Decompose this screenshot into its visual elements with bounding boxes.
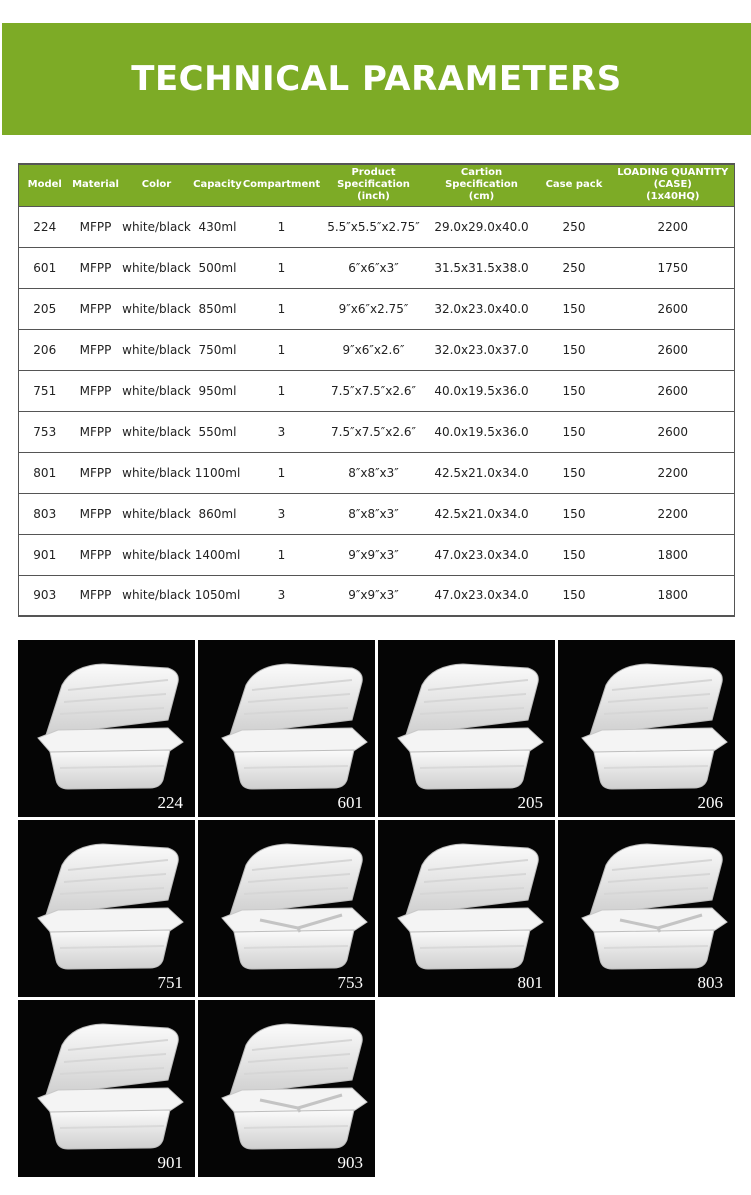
cell-loading-quantity: 2600 (612, 370, 735, 411)
header-case-pack: Case pack (545, 179, 603, 191)
cell-case-pack: 150 (537, 288, 612, 329)
cell-material: MFPP (71, 329, 121, 370)
product-model-label: 205 (517, 793, 543, 812)
cell-capacity: 850ml (193, 288, 243, 329)
cell-case-pack: 150 (537, 370, 612, 411)
product-model-label: 901 (157, 1153, 183, 1172)
cell-product-spec: 8″x8″x3″ (321, 452, 427, 493)
product-photo-901 (18, 1000, 195, 1177)
product-photo-753 (198, 820, 375, 997)
cell-capacity: 1400ml (193, 534, 243, 575)
cell-carton-spec: 40.0x19.5x36.0 (427, 411, 537, 452)
cell-case-pack: 150 (537, 493, 612, 534)
cell-color: white/black (121, 288, 193, 329)
product-gallery (18, 640, 734, 1180)
cell-material: MFPP (71, 370, 121, 411)
cell-model: 753 (19, 411, 71, 452)
cell-model: 206 (19, 329, 71, 370)
product-model-label: 903 (337, 1153, 363, 1172)
cell-material: MFPP (71, 288, 121, 329)
page-title: TECHNICAL PARAMETERS (131, 59, 622, 99)
cell-loading-quantity: 1750 (612, 247, 735, 288)
header-model: Model (27, 179, 62, 191)
product-model-label: 751 (157, 973, 183, 992)
product-photo-801 (378, 820, 555, 997)
cell-compartment: 1 (243, 329, 321, 370)
cell-loading-quantity: 2600 (612, 329, 735, 370)
product-photo-224 (18, 640, 195, 817)
cell-capacity: 950ml (193, 370, 243, 411)
cell-loading-quantity: 2200 (612, 206, 735, 247)
product-model-label: 206 (697, 793, 723, 812)
product-model-label: 803 (697, 973, 723, 992)
cell-product-spec: 8″x8″x3″ (321, 493, 427, 534)
clamshell-container-image (18, 640, 195, 817)
cell-capacity: 500ml (193, 247, 243, 288)
table-row (19, 329, 735, 370)
product-photo-903 (198, 1000, 375, 1177)
cell-product-spec: 9″x6″x2.75″ (321, 288, 427, 329)
cell-compartment: 1 (243, 534, 321, 575)
table-row (19, 534, 735, 575)
table-row (19, 575, 735, 616)
title-banner (2, 23, 751, 135)
product-model-label: 801 (517, 973, 543, 992)
cell-model: 903 (19, 575, 71, 616)
table-row (19, 247, 735, 288)
cell-case-pack: 150 (537, 411, 612, 452)
cell-carton-spec: 47.0x23.0x34.0 (427, 575, 537, 616)
cell-model: 901 (19, 534, 71, 575)
clamshell-container-image (378, 820, 555, 997)
product-photo-601 (198, 640, 375, 817)
cell-product-spec: 7.5″x7.5″x2.6″ (321, 370, 427, 411)
cell-loading-quantity: 2600 (612, 411, 735, 452)
clamshell-container-image (198, 640, 375, 817)
table-row (19, 370, 735, 411)
cell-product-spec: 5.5″x5.5″x2.75″ (321, 206, 427, 247)
cell-color: white/black (121, 452, 193, 493)
clamshell-container-image (18, 1000, 195, 1177)
table-row (19, 411, 735, 452)
table-row (19, 452, 735, 493)
cell-product-spec: 9″x9″x3″ (321, 575, 427, 616)
product-photo-803 (558, 820, 735, 997)
cell-model: 601 (19, 247, 71, 288)
cell-carton-spec: 40.0x19.5x36.0 (427, 370, 537, 411)
cell-model: 205 (19, 288, 71, 329)
product-model-label: 601 (337, 793, 363, 812)
cell-capacity: 550ml (193, 411, 243, 452)
cell-compartment: 3 (243, 493, 321, 534)
cell-loading-quantity: 2200 (612, 452, 735, 493)
cell-loading-quantity: 2200 (612, 493, 735, 534)
cell-color: white/black (121, 247, 193, 288)
cell-case-pack: 150 (537, 452, 612, 493)
cell-case-pack: 150 (537, 575, 612, 616)
header-capacity: Capacity (193, 179, 242, 191)
cell-case-pack: 250 (537, 247, 612, 288)
cell-color: white/black (121, 493, 193, 534)
table-row (19, 493, 735, 534)
cell-capacity: 1050ml (193, 575, 243, 616)
cell-capacity: 750ml (193, 329, 243, 370)
clamshell-container-image (18, 820, 195, 997)
product-photo-751 (18, 820, 195, 997)
cell-model: 801 (19, 452, 71, 493)
cell-compartment: 1 (243, 370, 321, 411)
clamshell-container-image (198, 820, 375, 997)
cell-carton-spec: 32.0x23.0x37.0 (427, 329, 537, 370)
cell-model: 224 (19, 206, 71, 247)
table-row (19, 206, 735, 247)
cell-compartment: 3 (243, 575, 321, 616)
cell-case-pack: 150 (537, 534, 612, 575)
clamshell-container-image (378, 640, 555, 817)
technical-parameters-table (18, 163, 735, 617)
product-photo-206 (558, 640, 735, 817)
cell-loading-quantity: 2600 (612, 288, 735, 329)
cell-material: MFPP (71, 206, 121, 247)
cell-product-spec: 7.5″x7.5″x2.6″ (321, 411, 427, 452)
header-carton-specification: Cartion Specification (cm) (445, 167, 518, 203)
cell-capacity: 860ml (193, 493, 243, 534)
cell-case-pack: 150 (537, 329, 612, 370)
cell-color: white/black (121, 575, 193, 616)
cell-case-pack: 250 (537, 206, 612, 247)
cell-material: MFPP (71, 575, 121, 616)
cell-carton-spec: 47.0x23.0x34.0 (427, 534, 537, 575)
table-row (19, 288, 735, 329)
cell-compartment: 1 (243, 288, 321, 329)
cell-material: MFPP (71, 493, 121, 534)
cell-compartment: 1 (243, 247, 321, 288)
product-model-label: 753 (337, 973, 363, 992)
clamshell-container-image (558, 640, 735, 817)
cell-compartment: 1 (243, 206, 321, 247)
table-header-row (19, 164, 735, 206)
cell-capacity: 430ml (193, 206, 243, 247)
clamshell-container-image (558, 820, 735, 997)
cell-material: MFPP (71, 452, 121, 493)
cell-material: MFPP (71, 534, 121, 575)
cell-color: white/black (121, 370, 193, 411)
product-model-label: 224 (157, 793, 183, 812)
cell-compartment: 3 (243, 411, 321, 452)
cell-material: MFPP (71, 411, 121, 452)
cell-carton-spec: 42.5x21.0x34.0 (427, 493, 537, 534)
header-material: Material (72, 179, 119, 191)
header-compartment: Compartment (242, 179, 321, 191)
header-loading-quantity: LOADING QUANTITY (CASE) (1x40HQ) (617, 167, 729, 203)
cell-model: 803 (19, 493, 71, 534)
cell-material: MFPP (71, 247, 121, 288)
header-color: Color (141, 179, 172, 191)
cell-carton-spec: 32.0x23.0x40.0 (427, 288, 537, 329)
cell-color: white/black (121, 206, 193, 247)
header-product-specification: Product Specification (inch) (337, 167, 410, 203)
cell-color: white/black (121, 534, 193, 575)
cell-carton-spec: 31.5x31.5x38.0 (427, 247, 537, 288)
cell-carton-spec: 42.5x21.0x34.0 (427, 452, 537, 493)
product-photo-205 (378, 640, 555, 817)
cell-loading-quantity: 1800 (612, 575, 735, 616)
cell-product-spec: 9″x9″x3″ (321, 534, 427, 575)
clamshell-container-image (198, 1000, 375, 1177)
cell-capacity: 1100ml (193, 452, 243, 493)
table-body (19, 206, 735, 616)
cell-color: white/black (121, 329, 193, 370)
cell-loading-quantity: 1800 (612, 534, 735, 575)
cell-compartment: 1 (243, 452, 321, 493)
cell-color: white/black (121, 411, 193, 452)
cell-model: 751 (19, 370, 71, 411)
cell-product-spec: 6″x6″x3″ (321, 247, 427, 288)
cell-product-spec: 9″x6″x2.6″ (321, 329, 427, 370)
cell-carton-spec: 29.0x29.0x40.0 (427, 206, 537, 247)
